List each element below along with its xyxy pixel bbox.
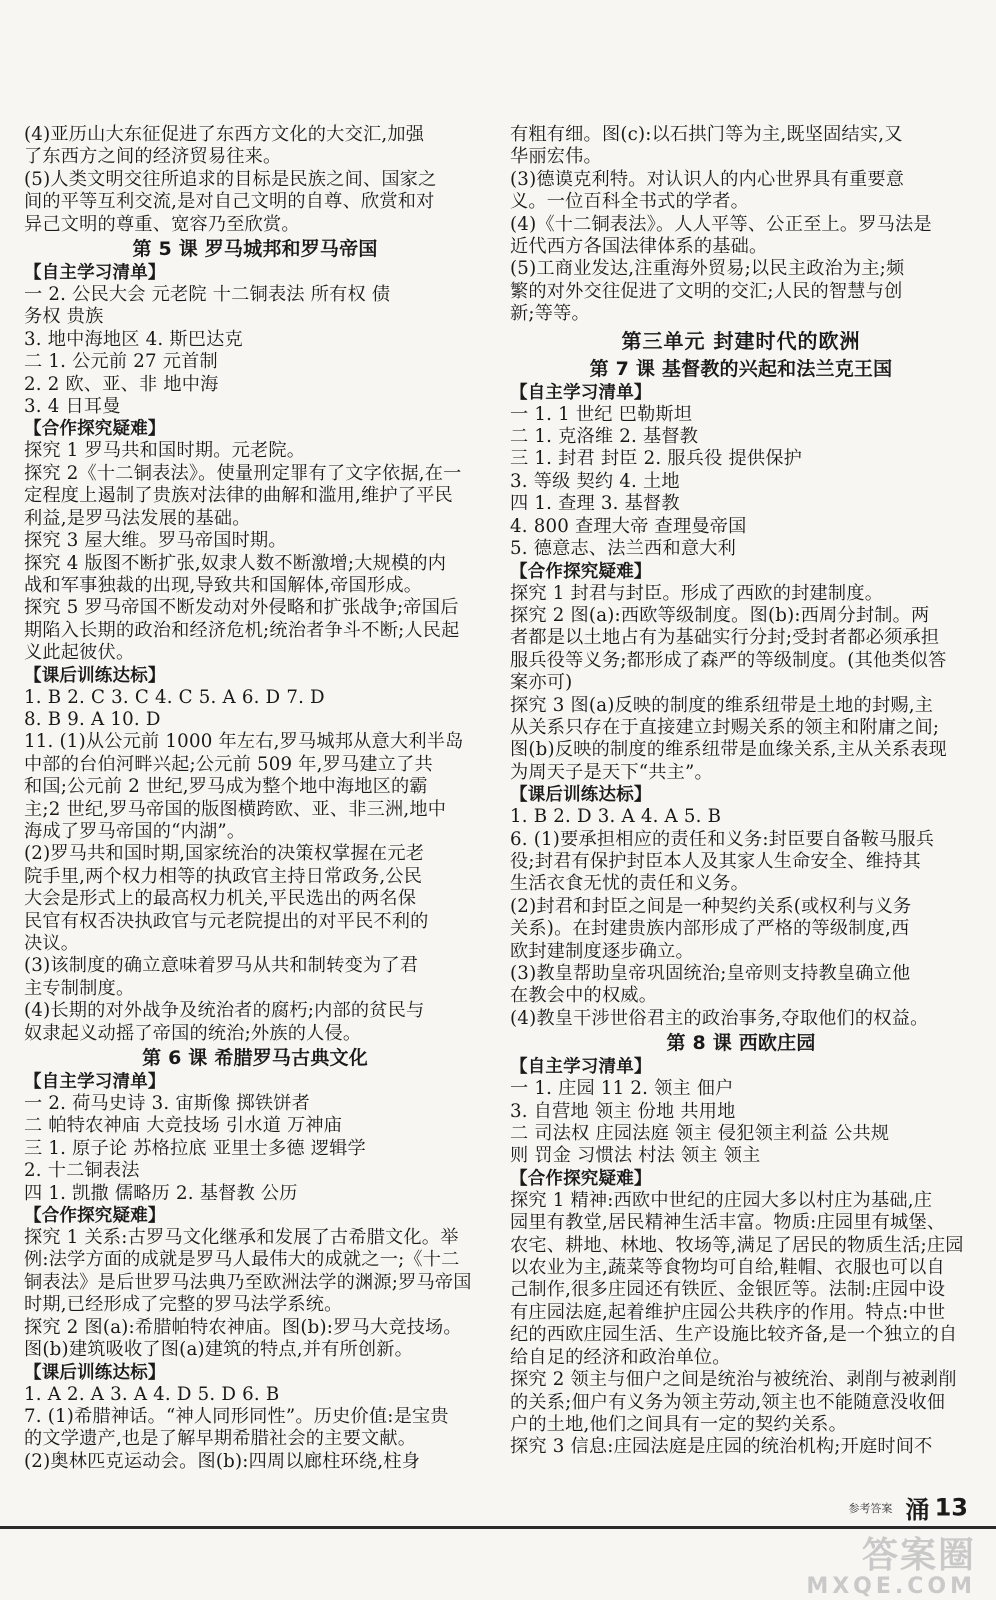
section-heading-coop: 【合作探究疑难】 [510, 1168, 652, 1189]
text-line: 己制作,很多庄园还有铁匠、金银匠等。法制:庄园中设 [510, 1279, 946, 1301]
text-line: 欧封建制度逐步确立。 [510, 940, 694, 962]
text-line: 2. 2 欧、亚、非 地中海 [24, 373, 219, 395]
text-line: 2. 十二铜表法 [24, 1160, 140, 1182]
text-line: 3. 地中海地区 4. 斯巴达克 [24, 328, 243, 350]
right-column [510, 124, 972, 1459]
text-line: 7. (1)希腊神话。“神人同形同性”。历史价值:是宝贵 [24, 1405, 449, 1427]
lesson-8-title: 第 8 课 西欧庄园 [666, 1032, 816, 1055]
text-line: 1. A 2. A 3. A 4. D 5. D 6. B [24, 1383, 280, 1405]
text-line: (3)该制度的确立意味着罗马从共和制转变为了君 [24, 955, 419, 977]
watermark-text: 答案圈 [861, 1535, 976, 1576]
text-line: 铜表法》是后世罗马法典乃至欧洲法学的渊源;罗马帝国 [24, 1271, 472, 1293]
text-line: 异己文明的尊重、宽容乃至欣赏。 [24, 213, 300, 235]
text-line: 探究 4 版图不断扩张,奴隶人数不断激增;大规模的内 [24, 552, 447, 574]
text-line: 间的平等互利交流,是对自己文明的自尊、欣赏和对 [24, 191, 435, 213]
lesson-5-after-list [24, 687, 486, 1046]
text-line: 户的土地,他们之间具有一定的契约关系。 [510, 1413, 847, 1435]
text-line: 奴隶起义动摇了帝国的统治;外族的人侵。 [24, 1022, 362, 1044]
text-line: 海成了罗马帝国的“内湖”。 [24, 820, 246, 842]
text-line: 案亦可) [510, 672, 573, 694]
lesson-7-title: 第 7 课 基督教的兴起和法兰克王国 [589, 357, 893, 380]
section-heading-study: 【自主学习清单】 [24, 263, 166, 284]
text-line: (2)罗马共和国时期,国家统治的决策权掌握在元老 [24, 843, 425, 865]
lesson-6-title: 第 6 课 希腊罗马古典文化 [142, 1047, 368, 1070]
section-heading-study: 【自主学习清单】 [510, 1057, 652, 1078]
section-heading-study: 【自主学习清单】 [510, 382, 652, 403]
text-line: 役;封君有保护封臣本人及其家人生命安全、维持其 [510, 850, 921, 872]
text-line: 民官有权否决执政官与元老院提出的对平民不利的 [24, 910, 429, 932]
text-line: 四 1. 查理 3. 基督教 [510, 493, 680, 515]
text-line: 一 2. 荷马史诗 3. 宙斯像 掷铁饼者 [24, 1093, 311, 1115]
text-line: 为周天子是天下“共主”。 [510, 761, 713, 783]
text-line: 3. 4 日耳曼 [24, 396, 121, 418]
text-line: 新;等等。 [510, 303, 590, 325]
text-line: 1. B 2. C 3. C 4. C 5. A 6. D 7. D [24, 686, 325, 708]
text-line: 探究 2 图(a):西欧等级制度。图(b):西周分封制。两 [510, 604, 930, 626]
text-line: 11. (1)从公元前 1000 年左右,罗马城邦从意大利半岛 [24, 731, 464, 753]
text-line: 三 1. 原子论 苏格拉底 亚里士多德 逻辑学 [24, 1137, 366, 1159]
lesson-8-coop-list [510, 1190, 972, 1459]
page-number: 13 [934, 1493, 968, 1522]
text-line: 中部的台伯河畔兴起;公元前 509 年,罗马建立了共 [24, 753, 433, 775]
text-line: 例:法学方面的成就是罗马人最伟大的成就之一;《十二 [24, 1249, 460, 1271]
text-line: 利益,是罗马法发展的基础。 [24, 507, 251, 529]
lesson-5-study-list [24, 284, 486, 418]
left-column [24, 124, 486, 1473]
text-line: 决议。 [24, 933, 80, 954]
section-heading-after: 【课后训练达标】 [24, 1362, 166, 1383]
text-line: (4)长期的对外战争及统治者的腐朽;内部的贫民与 [24, 1000, 425, 1022]
text-line: 定程度上遏制了贵族对法律的曲解和滥用,维护了平民 [24, 485, 453, 507]
text-line: 探究 1 关系:古罗马文化继承和发展了古希腊文化。举 [24, 1227, 459, 1249]
text-line: (3)德谟克利特。对认识人的内心世界具有重要意 [510, 168, 905, 190]
unit-3-title: 第三单元 封建时代的欧洲 [621, 328, 861, 353]
text-line: 近代西方各国法律体系的基础。 [510, 236, 768, 258]
text-line: 6. (1)要承担相应的责任和义务:封臣要自备鞍马服兵 [510, 828, 935, 850]
text-line: 在教会中的权威。 [510, 985, 658, 1007]
text-line: (3)教皇帮助皇帝巩固统治;皇帝则支持教皇确立他 [510, 963, 911, 984]
text-line: 大会是形式上的最高权力机关,平民选出的两名保 [24, 888, 417, 910]
text-line: 义此起彼伏。 [24, 642, 135, 664]
text-line: 有粗有细。图(c):以石拱门等为主,既坚固结实,又 [510, 124, 903, 145]
text-line: 探究 2 领主与佃户之间是统治与被统治、剥削与被剥削 [510, 1369, 957, 1391]
text-line: 关系)。在封建贵族内部形成了严格的等级制度,西 [510, 918, 910, 940]
text-line: 探究 1 封君与封臣。形成了西欧的封建制度。 [510, 582, 884, 604]
lesson-6-after-list [24, 1384, 486, 1474]
lesson-7-study-list [510, 404, 972, 561]
text-line: 园里有教堂,居民精神生活丰富。物质:庄园里有城堡、 [510, 1212, 946, 1234]
lesson-7-after-list [510, 806, 972, 1030]
section-heading-after: 【课后训练达标】 [510, 785, 652, 806]
text-line: 探究 3 图(a)反映的制度的维系纽带是土地的封赐,主 [510, 694, 934, 716]
text-line: 探究 3 屋大维。罗马帝国时期。 [24, 530, 287, 552]
section-heading-study: 【自主学习清单】 [24, 1072, 166, 1093]
lesson-6-study-list [24, 1093, 486, 1205]
watermark-domain: MXQE.COM [806, 1574, 976, 1599]
text-line: (4)教皇干涉世俗君主的政治事务,夺取他们的权益。 [510, 1007, 929, 1029]
text-line: 以农业为主,蔬菜等食物均可自给,鞋帽、衣服也可以自 [510, 1257, 945, 1279]
text-line: 从关系只存在于直接建立封赐关系的领主和附庸之间; [510, 716, 940, 738]
text-line: 的文学遗产,也是了解早期希腊社会的主要文献。 [24, 1428, 417, 1450]
text-line: 有庄园法庭,起着维护庄园公共秩序的作用。特点:中世 [510, 1301, 946, 1323]
text-line: 探究 2《十二铜表法》。使量刑定罪有了文字依据,在一 [24, 462, 462, 484]
text-line: 探究 3 信息:庄园法庭是庄园的统治机构;开庭时间不 [510, 1436, 933, 1458]
section-heading-coop: 【合作探究疑难】 [510, 561, 652, 582]
text-line: 者都是以土地占有为基础实行分封;受封者都必须承担 [510, 627, 940, 649]
text-line: 期陷入长期的政治和经济危机;统治者争斗不断;人民起 [24, 619, 460, 641]
text-line: 时期,已经形成了完整的罗马法学系统。 [24, 1294, 343, 1316]
text-line: 二 帕特农神庙 大竞技场 引水道 万神庙 [24, 1115, 343, 1137]
text-line: 4. 800 查理大帝 查理曼帝国 [510, 515, 747, 537]
text-line: 生活衣食无忧的责任和义务。 [510, 873, 750, 895]
lesson-8-study-list [510, 1078, 972, 1168]
text-line: (4)《十二铜表法》。人人平等、公正至上。罗马法是 [510, 213, 932, 235]
lesson-6-coop-list [24, 1227, 486, 1361]
text-line: (4)亚历山大东征促进了东西方文化的大交汇,加强 [24, 124, 425, 145]
section-heading-coop: 【合作探究疑难】 [24, 419, 166, 440]
right-intro [510, 124, 972, 326]
text-line: 3. 自营地 领主 份地 共用地 [510, 1100, 736, 1122]
text-line: 战和军事独裁的出现,导致共和国解体,帝国形成。 [24, 574, 423, 596]
text-line: 农宅、耕地、林地、牧场等,满足了居民的物质生活;庄园 [510, 1234, 964, 1256]
text-line: 二 1. 克洛维 2. 基督教 [510, 426, 699, 448]
text-line: 务权 贵族 [24, 306, 104, 328]
text-line: 3. 等级 契约 4. 土地 [510, 470, 680, 492]
page-prefix: 涌 [905, 1496, 930, 1524]
bottom-divider [0, 1526, 996, 1529]
text-line: 华丽宏伟。 [510, 146, 602, 168]
text-line: 二 1. 公元前 27 元首制 [24, 351, 218, 373]
section-heading-after: 【课后训练达标】 [24, 665, 166, 686]
text-line: 主专制制度。 [24, 977, 135, 999]
lesson-5-coop-list [24, 440, 486, 664]
text-line: 一 2. 公民大会 元老院 十二铜表法 所有权 债 [24, 284, 391, 306]
text-line: 一 1. 庄园 11 2. 领主 佃户 [510, 1078, 734, 1100]
left-intro [24, 124, 486, 236]
text-line: 给自足的经济和政治单位。 [510, 1346, 731, 1368]
page-footer [848, 1490, 968, 1525]
text-line: 纪的西欧庄园生活、生产设施比较齐备,是一个独立的自 [510, 1324, 958, 1346]
text-line: 的关系;佃户有义务为领主劳动,领主也不能随意没收佃 [510, 1391, 946, 1413]
text-line: (5)工商业发达,注重海外贸易;以民主政治为主;频 [510, 258, 905, 280]
text-line: 探究 5 罗马帝国不断发动对外侵略和扩张战争;帝国后 [24, 597, 459, 619]
text-line: 二 司法权 庄园法庭 领主 侵犯领主利益 公共规 [510, 1123, 890, 1145]
text-line: 主;2 世纪,罗马帝国的版图横跨欧、亚、非三洲,地中 [24, 798, 447, 820]
text-line: 则 罚金 习惯法 村法 领主 领主 [510, 1145, 761, 1167]
text-line: 四 1. 凯撒 儒略历 2. 基督教 公历 [24, 1182, 298, 1204]
text-line: (2)封君和封臣之间是一种契约关系(或权利与义务 [510, 895, 912, 917]
text-line: 了东西方之间的经济贸易往来。 [24, 146, 282, 168]
watermark-logo [776, 1536, 976, 1598]
text-line: 探究 1 罗马共和国时期。元老院。 [24, 440, 306, 462]
section-heading-coop: 【合作探究疑难】 [24, 1206, 166, 1227]
text-line: (2)奥林匹克运动会。图(b):四周以廊柱环绕,柱身 [24, 1450, 421, 1472]
text-line: 5. 德意志、法兰西和意大利 [510, 538, 736, 560]
text-line: (5)人类文明交往所追求的目标是民族之间、国家之 [24, 168, 437, 190]
text-line: 1. B 2. D 3. A 4. A 5. B [510, 806, 722, 828]
text-line: 三 1. 封君 封臣 2. 服兵役 提供保护 [510, 448, 803, 470]
text-line: 一 1. 1 世纪 巴勒斯坦 [510, 403, 693, 425]
text-line: 探究 1 精神:西欧中世纪的庄园大多以村庄为基础,庄 [510, 1189, 933, 1211]
text-line: 图(b)建筑吸收了图(a)建筑的特点,并有所创新。 [24, 1339, 414, 1361]
text-line: 8. B 9. A 10. D [24, 708, 161, 730]
lesson-7-coop-list [510, 583, 972, 785]
text-line: 义。一位百科全书式的学者。 [510, 191, 750, 213]
text-line: 服兵役等义务;都形成了森严的等级制度。(其他类似答 [510, 649, 947, 671]
text-line: 探究 2 图(a):希腊帕特农神庙。图(b):罗马大竞技场。 [24, 1316, 462, 1338]
text-line: 图(b)反映的制度的维系纽带是血缘关系,主从关系表现 [510, 739, 947, 761]
text-line: 院手里,两个权力相等的执政官主持日常政务,公民 [24, 865, 423, 887]
lesson-5-title: 第 5 课 罗马城邦和罗马帝国 [132, 238, 378, 261]
text-line: 和国;公元前 2 世纪,罗马成为整个地中海地区的霸 [24, 776, 428, 798]
reference-answer-label: 参考答案 [848, 1501, 893, 1515]
text-line: 繁的对外交往促进了文明的交汇;人民的智慧与创 [510, 280, 903, 302]
